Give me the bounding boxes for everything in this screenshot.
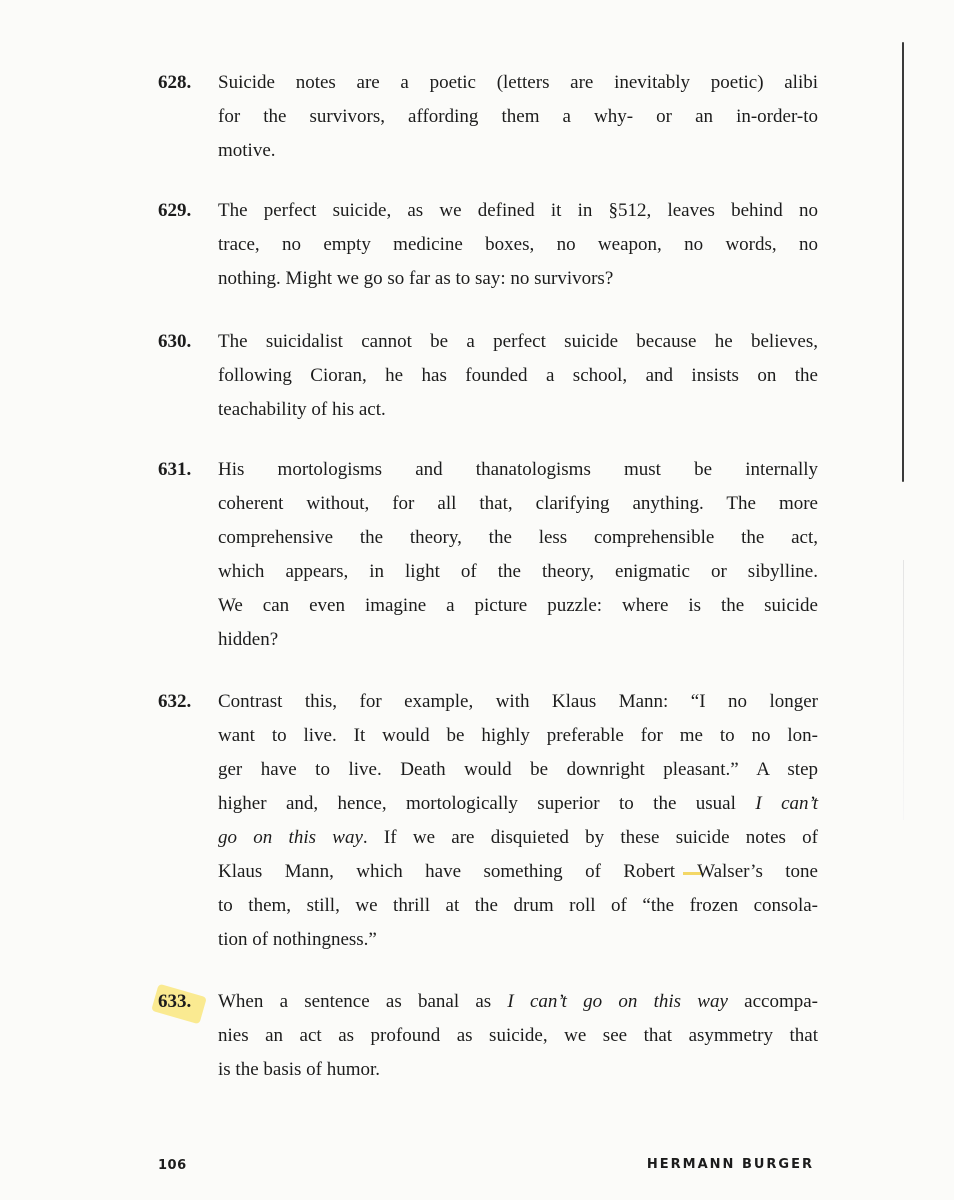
text-line: Contrast this, for example, with Klaus Mann: “I no longer <box>218 691 818 712</box>
text-line: hidden? <box>218 629 279 650</box>
entry-text <box>218 194 818 296</box>
text-line: is the basis of humor. <box>218 1059 381 1080</box>
italic-phrase: go on this way <box>218 827 363 848</box>
text-line: coherent without, for all that, clarifying anything. The more <box>218 493 818 514</box>
text-line: motive. <box>218 140 276 161</box>
text-line: to them, still, we thrill at the drum roll of “the frozen consola- <box>218 895 818 916</box>
text-line: Klaus Mann, which have something of Robert Walser’s tone <box>218 861 818 882</box>
margin-pencil-line <box>902 42 904 482</box>
text-segment: accompa- <box>727 991 818 1012</box>
text-line <box>218 787 818 821</box>
text-line: nothing. Might we go so far as to say: no survivors? <box>218 268 614 289</box>
text-line <box>218 821 818 855</box>
italic-phrase: I can’t go on this way <box>507 991 728 1012</box>
text-line: comprehensive the theory, the less comprehensible the act, <box>218 527 818 548</box>
entry-number: 629. <box>158 200 192 221</box>
text-line <box>218 985 818 1019</box>
text-line: The suicidalist cannot be a perfect suicide because he believes, <box>218 331 818 352</box>
italic-phrase: I can’t <box>755 793 819 814</box>
text-segment: When a sentence as banal as <box>218 991 508 1012</box>
entry-text <box>218 685 818 957</box>
text-line: which appears, in light of the theory, enigmatic or sibylline. <box>218 561 818 582</box>
text-line: ger have to live. Death would be downright pleasant.” A step <box>218 759 818 780</box>
text-line: tion of nothingness.” <box>218 929 377 950</box>
text-line: for the survivors, affording them a why- or an in-order-to <box>218 106 818 127</box>
entry-number: 632. <box>158 691 192 712</box>
margin-shadow <box>903 560 904 820</box>
text-segment: . If we are disquieted by these suicide notes of <box>362 827 819 848</box>
text-line: following Cioran, he has founded a school, and insists on the <box>218 365 818 386</box>
text-segment: higher and, hence, mortologically superior to the usual <box>218 793 756 814</box>
text-line: We can even imagine a picture puzzle: where is the suicide <box>218 595 818 616</box>
text-line: trace, no empty medicine boxes, no weapon, no words, no <box>218 234 818 255</box>
entry-number: 631. <box>158 459 192 480</box>
entry-text <box>218 985 818 1087</box>
text-line: His mortologisms and thanatologisms must be internally <box>218 459 818 480</box>
text-line: nies an act as profound as suicide, we see that asymmetry that <box>218 1025 818 1046</box>
entry-text <box>218 325 818 427</box>
text-line: The perfect suicide, as we defined it in §512, leaves behind no <box>218 200 818 221</box>
entry-text <box>218 66 818 168</box>
entry-text <box>218 453 818 657</box>
entry-number: 633. <box>158 991 192 1012</box>
text-line: Suicide notes are a poetic (letters are inevitably poetic) alibi <box>218 72 818 93</box>
text-line: want to live. It would be highly preferable for me to no lon- <box>218 725 818 746</box>
page-number: 106 <box>158 1158 187 1173</box>
entry-number: 628. <box>158 72 192 93</box>
running-footer-author: HERMANN BURGER <box>646 1157 814 1172</box>
entry-number: 630. <box>158 331 192 352</box>
text-line: teachability of his act. <box>218 399 386 420</box>
